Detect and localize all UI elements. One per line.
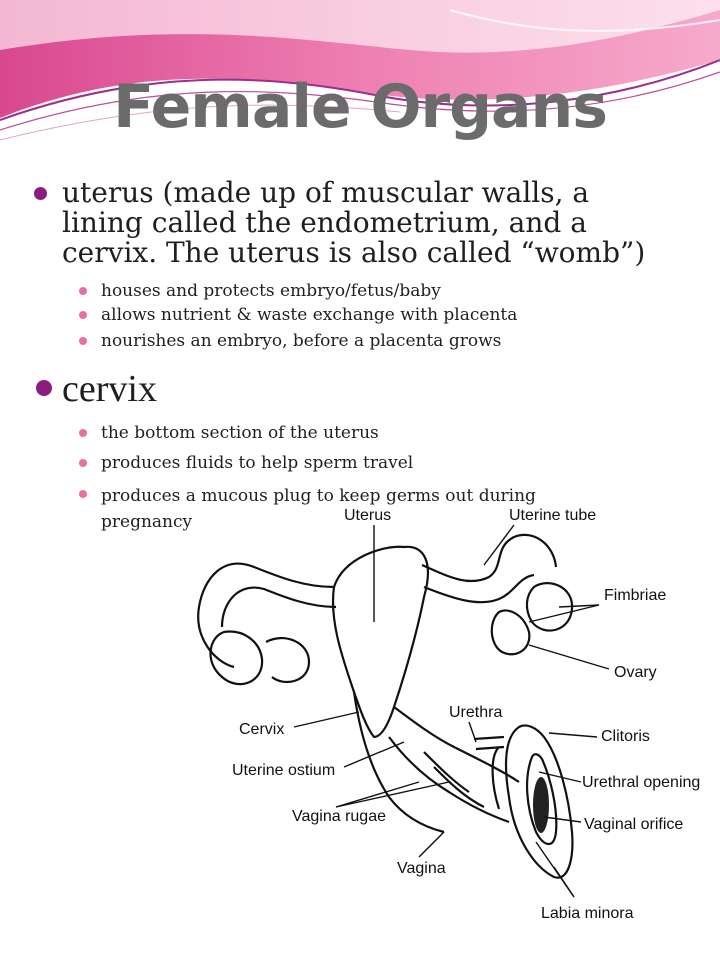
sub-bullet-dot-icon xyxy=(79,311,87,319)
sub-bullet xyxy=(101,304,661,326)
label-vaginal-orifice: Vaginal orifice xyxy=(584,816,684,833)
sub-bullet-dot-icon xyxy=(79,287,87,295)
sub-bullet xyxy=(101,330,661,352)
label-uterus: Uterus xyxy=(344,507,392,524)
sub-bullet xyxy=(101,452,661,474)
bullet-dot-icon xyxy=(34,187,47,200)
bullet-uterus xyxy=(62,178,662,268)
sub-bullet-dot-icon xyxy=(79,490,87,498)
label-urethral-opening: Urethral opening xyxy=(582,774,701,791)
sub-bullet-text: nourishes an embryo, before a placenta grows xyxy=(101,331,502,351)
label-urethra: Urethra xyxy=(449,704,503,721)
sub-bullet xyxy=(101,483,571,535)
bullet-cervix-text: cervix xyxy=(62,368,157,410)
sub-bullet-text: houses and protects embryo/fetus/baby xyxy=(101,281,441,301)
label-uterine-tube: Uterine tube xyxy=(509,507,597,524)
label-ovary: Ovary xyxy=(614,664,657,681)
label-cervix: Cervix xyxy=(239,721,285,738)
sub-bullet-text: produces a mucous plug to keep germs out during pregnancy xyxy=(101,486,536,532)
label-uterine-ostium: Uterine ostium xyxy=(232,762,336,779)
label-labia-minora: Labia minora xyxy=(541,905,634,922)
sub-bullet-text: allows nutrient & waste exchange with placenta xyxy=(101,305,518,325)
label-fimbriae: Fimbriae xyxy=(604,587,667,604)
sub-bullet-text: the bottom section of the uterus xyxy=(101,423,379,443)
sub-bullet-dot-icon xyxy=(79,337,87,345)
sub-bullet-text: produces fluids to help sperm travel xyxy=(101,453,414,473)
sub-bullet-dot-icon xyxy=(79,429,87,437)
anatomy-drawing xyxy=(198,535,572,878)
bullet-dot-icon xyxy=(36,380,52,396)
label-clitoris: Clitoris xyxy=(601,728,650,745)
label-vagina: Vagina xyxy=(397,860,446,877)
bullet-uterus-text: uterus (made up of muscular walls, a lining called the endometrium, and a cervix. The uterus is also called “womb”) xyxy=(62,176,646,269)
slide-title: Female Organs xyxy=(113,72,607,142)
bullet-cervix xyxy=(62,368,157,410)
sub-bullet-dot-icon xyxy=(79,459,87,467)
vaginal-orifice-shape xyxy=(533,777,549,833)
sub-bullet xyxy=(101,422,661,444)
sub-bullet xyxy=(101,280,661,302)
label-vagina-rugae: Vagina rugae xyxy=(292,808,386,825)
